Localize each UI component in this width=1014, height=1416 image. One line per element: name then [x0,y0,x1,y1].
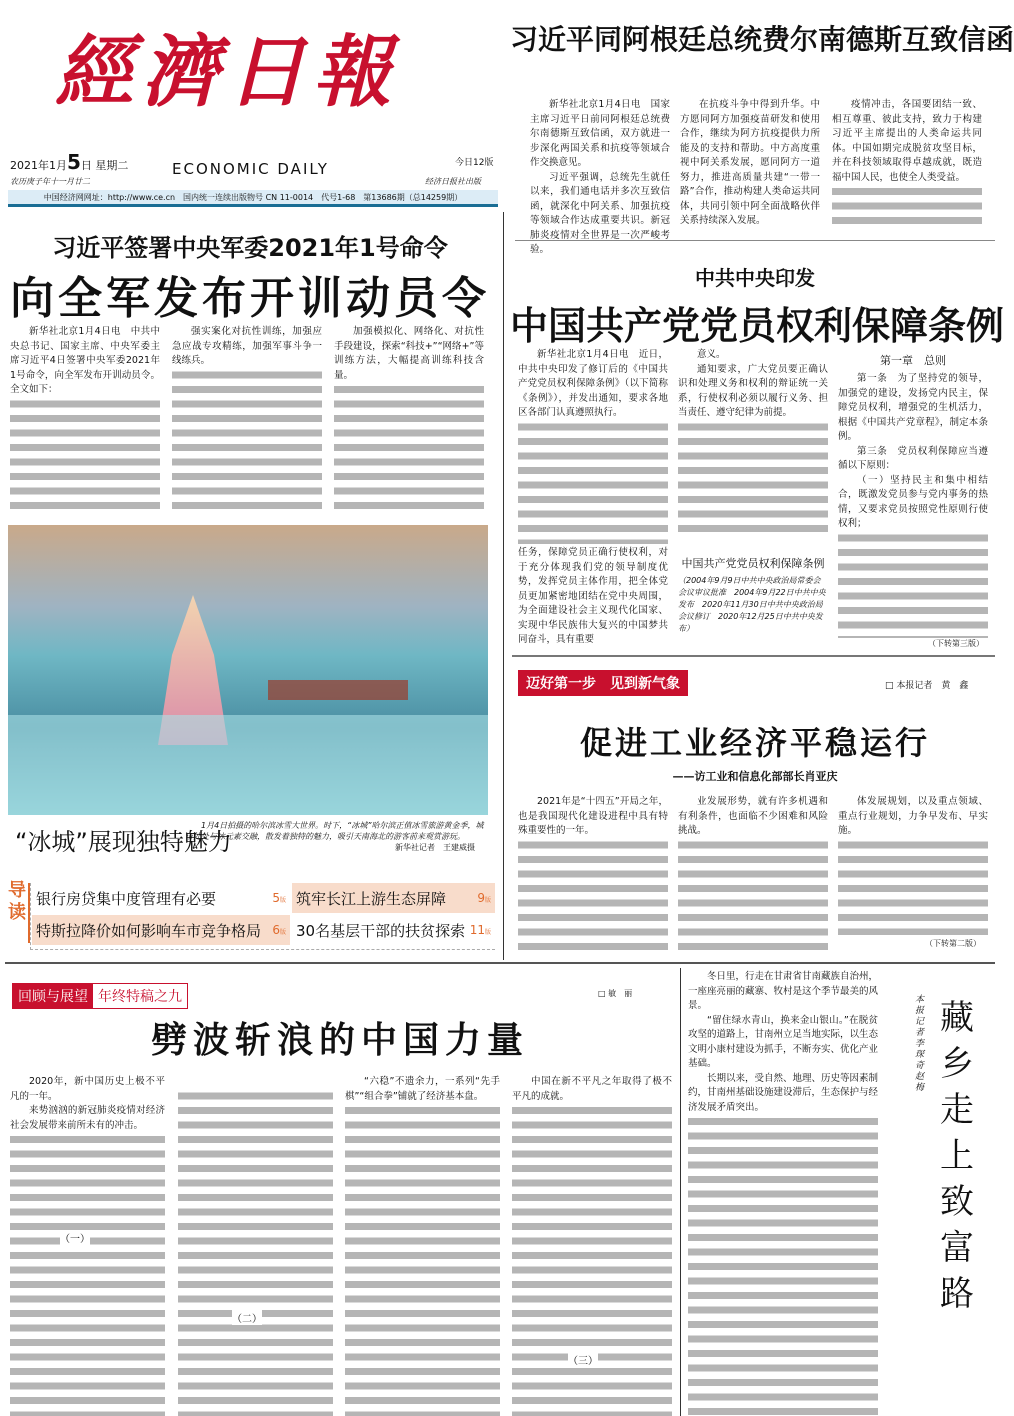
tibet-byline: 本报记者 李琛奇 赵 梅 [915,995,934,1093]
byline: □ 本报记者 黄 鑫 [885,681,969,691]
regulation-col-2: 意义。 通知要求，广大党员要正确认识和处理义务和权利的辩证统一关系，行使权利必须以履行义务、担当责任、遵守纪律为前提。 [678,348,828,533]
feature-col-2 [178,1075,333,1416]
regulation-doc-note: （2004年9月9日中共中央政治局常委会会议审议批准 2004年9月22日中共中央发布 2020年11月30日中共中央政治局会议修订 2020年12月25日中共中央发布） [678,576,826,633]
photo-title: “冰城”展现独特魅力 [15,828,232,856]
military-col-2: 强实案化对抗性训练，加强应急应战专攻精练，加强军事斗争一线练兵。 [172,325,322,515]
section-number: （一） [60,1230,90,1245]
section-number: （二） [232,1310,262,1325]
photo-caption-block [185,820,485,853]
regulation-col-3: 第一条 为了坚持党的领导，加强党的建设，发扬党内民主，保障党员权利，增强党的生机活力，根据《中国共产党章程》，制定本条例。 第三条 党员权利保障应当遵循以下原则： （一）坚持民主和集中相结合，既激发党员参与党内事务的热情，又要求党员按照党性原则行使权利； （下转第三版） [838,373,988,648]
series-tag: 回顾与展望 年终特稿之九 [12,983,188,1009]
industry-col-2: 业发展形势，就有许多机遇和有利条件，也面临不少困难和风险挑战。 [678,795,828,950]
guide-item[interactable]: 银行房贷集中度管理有必要 5版 [36,889,286,908]
guide-item[interactable]: 筑牢长江上游生态屏障 9版 [292,883,495,913]
continued-note: （下转第三版） [928,639,984,648]
byline: □ 敏 丽 [598,989,633,998]
military-kicker: 习近平签署中央军委2021年1号命令 [52,234,448,262]
military-col-1: 新华社北京1月4日电 中共中央总书记、国家主席、中央军委主席习近平4日签署中央军委2021年1号命令，向全军发布开训动员令。全文如下： [10,325,160,515]
top-story-col-2: 在抗疫斗争中得到升华。中方愿同阿方加强疫苗研发和使用合作，继续为阿方抗疫提供力所能及的支持和帮助。中方高度重视中阿关系发展，愿同阿方一道努力，推进高质量共建“一带一路”合作，推动构建人类命运共同体，共同引领中阿全面战略伙伴关系持续深入发展。 [680,98,820,230]
regulation-col-1-end: 任务，保障党员正确行使权利，对于充分体现我们党的领导制度优势，发挥党员主体作用，把全体党员更加紧密地团结在党中央周围，为全面建设社会主义现代化国家、实现中华民族伟大复兴的中国梦共同奋斗，具有重要 [518,546,668,646]
top-story-col-3: 疫情冲击，各国要团结一致、相互尊重、彼此支持，致力于构建习近平主席提出的人类命运共同体。中国如期完成脱贫攻坚目标，并在科技领域取得卓越成就，既造福中国人民，也使全人类受益。 [832,98,982,230]
top-story-headline: 习近平同阿根廷总统费尔南德斯互致信函 [510,23,1014,56]
english-title: ECONOMIC DAILY [172,160,329,178]
industry-col-1: 2021年是“十四五”开局之年，也是我国现代化建设进程中具有特殊重要性的一年。 [518,795,668,950]
industry-subtitle: ——访工业和信息化部部长肖亚庆 [672,770,838,783]
guide-item[interactable]: 特斯拉降价如何影响车市竞争格局 6版 [32,915,290,945]
feature-col-3: “六稳”不遗余力，一系列“先手棋”“组合拳”铺就了经济基本盘。 [345,1075,500,1416]
industry-col-3: 体发展规划，以及重点领域、重点行业规划，力争早发布、早实施。 [838,795,988,935]
regulation-kicker: 中共中央印发 [695,266,815,290]
newspaper-logo: 經濟日報 [55,27,400,118]
tibet-body: 冬日里，行走在甘肃省甘南藏族自治州，一座座亮丽的藏寨、牧村是这个季节最美的风景。 “留住绿水青山，换来金山银山。”在脱贫攻坚的道路上，甘南州立足当地实际，以生态文明小康村建设为抓手，不断夯实、优化产业基础。 长期以来，受自然、地理、历史等因素制约，甘南州基础设施建设滞后，生态保护与经济发展矛盾突出。 [688,970,878,1416]
issue-date: 2021年1月5日 星期二 [10,150,129,174]
regulation-headline: 中国共产党党员权利保障条例 [510,304,1005,348]
info-bar: 中国经济网网址：http://www.ce.cn 国内统一连续出版物号 CN 11-0014 代号1-68 第13686期（总14259期） [8,190,498,207]
page-count: 今日12版 [455,158,494,168]
top-story-col-1: 新华社北京1月4日电 国家主席习近平日前同阿根廷总统费尔南德斯互致信函，双方就进一步深化两国关系和抗疫等领域合作交换意见。 习近平强调，总统先生就任以来，我们通电话并多次互致信函，就深化中阿关系、加强抗疫等领域合作达成重要共识。新冠肺炎疫情对全世界是一次严峻考验。 [530,98,670,230]
guide-item[interactable]: 30名基层干部的扶贫探索 11版 [296,921,491,940]
chapter-title: 第一章 总则 [880,354,946,367]
ice-city-photo [8,525,488,815]
military-col-3: 加强模拟化、网络化、对抗性手段建设，探索“科技+”“网络+”等训练方法，大幅提高训练科技含量。 [334,325,484,515]
feature-col-4: 中国在新不平凡之年取得了极不平凡的成就。 [512,1075,672,1416]
industry-headline: 促进工业经济平稳运行 [579,724,930,762]
regulation-doc-title: 中国共产党党员权利保障条例 [681,557,825,570]
military-headline: 向全军发布开训动员令 [10,273,490,324]
publisher: 经济日报社出版 [425,177,481,186]
photo-credit: 新华社记者 王建威摄 [395,843,475,852]
photo-caption: 1月4日拍摄的哈尔滨冰雪大世界。时下，“冰城”哈尔滨正值冰雪旅游黄金季，城市处处与冰元素交融，散发着独特的魅力，吸引天南海北的游客前来观赏游玩。 [185,821,484,841]
guide-label: 导读 [8,880,26,923]
section-number: （三） [568,1352,598,1367]
tibet-headline: 藏乡走上致富路 [940,998,974,1314]
regulation-col-1: 新华社北京1月4日电 近日，中共中央印发了修订后的《中国共产党党员权利保障条例》（以下简称《条例》），并发出通知，要求各地区各部门认真遵照执行。 [518,348,668,544]
feature-col-1: 2020年，新中国历史上极不平凡的一年。 来势汹汹的新冠肺炎疫情对经济社会发展带来前所未有的冲击。 [10,1075,165,1416]
feature-headline: 劈波斩浪的中国力量 [150,1020,529,1061]
lunar-date: 农历庚子年十一月廿二 [10,177,90,186]
continued-note: （下转第二版） [925,939,981,948]
column-tag: 迈好第一步 见到新气象 [518,670,688,696]
